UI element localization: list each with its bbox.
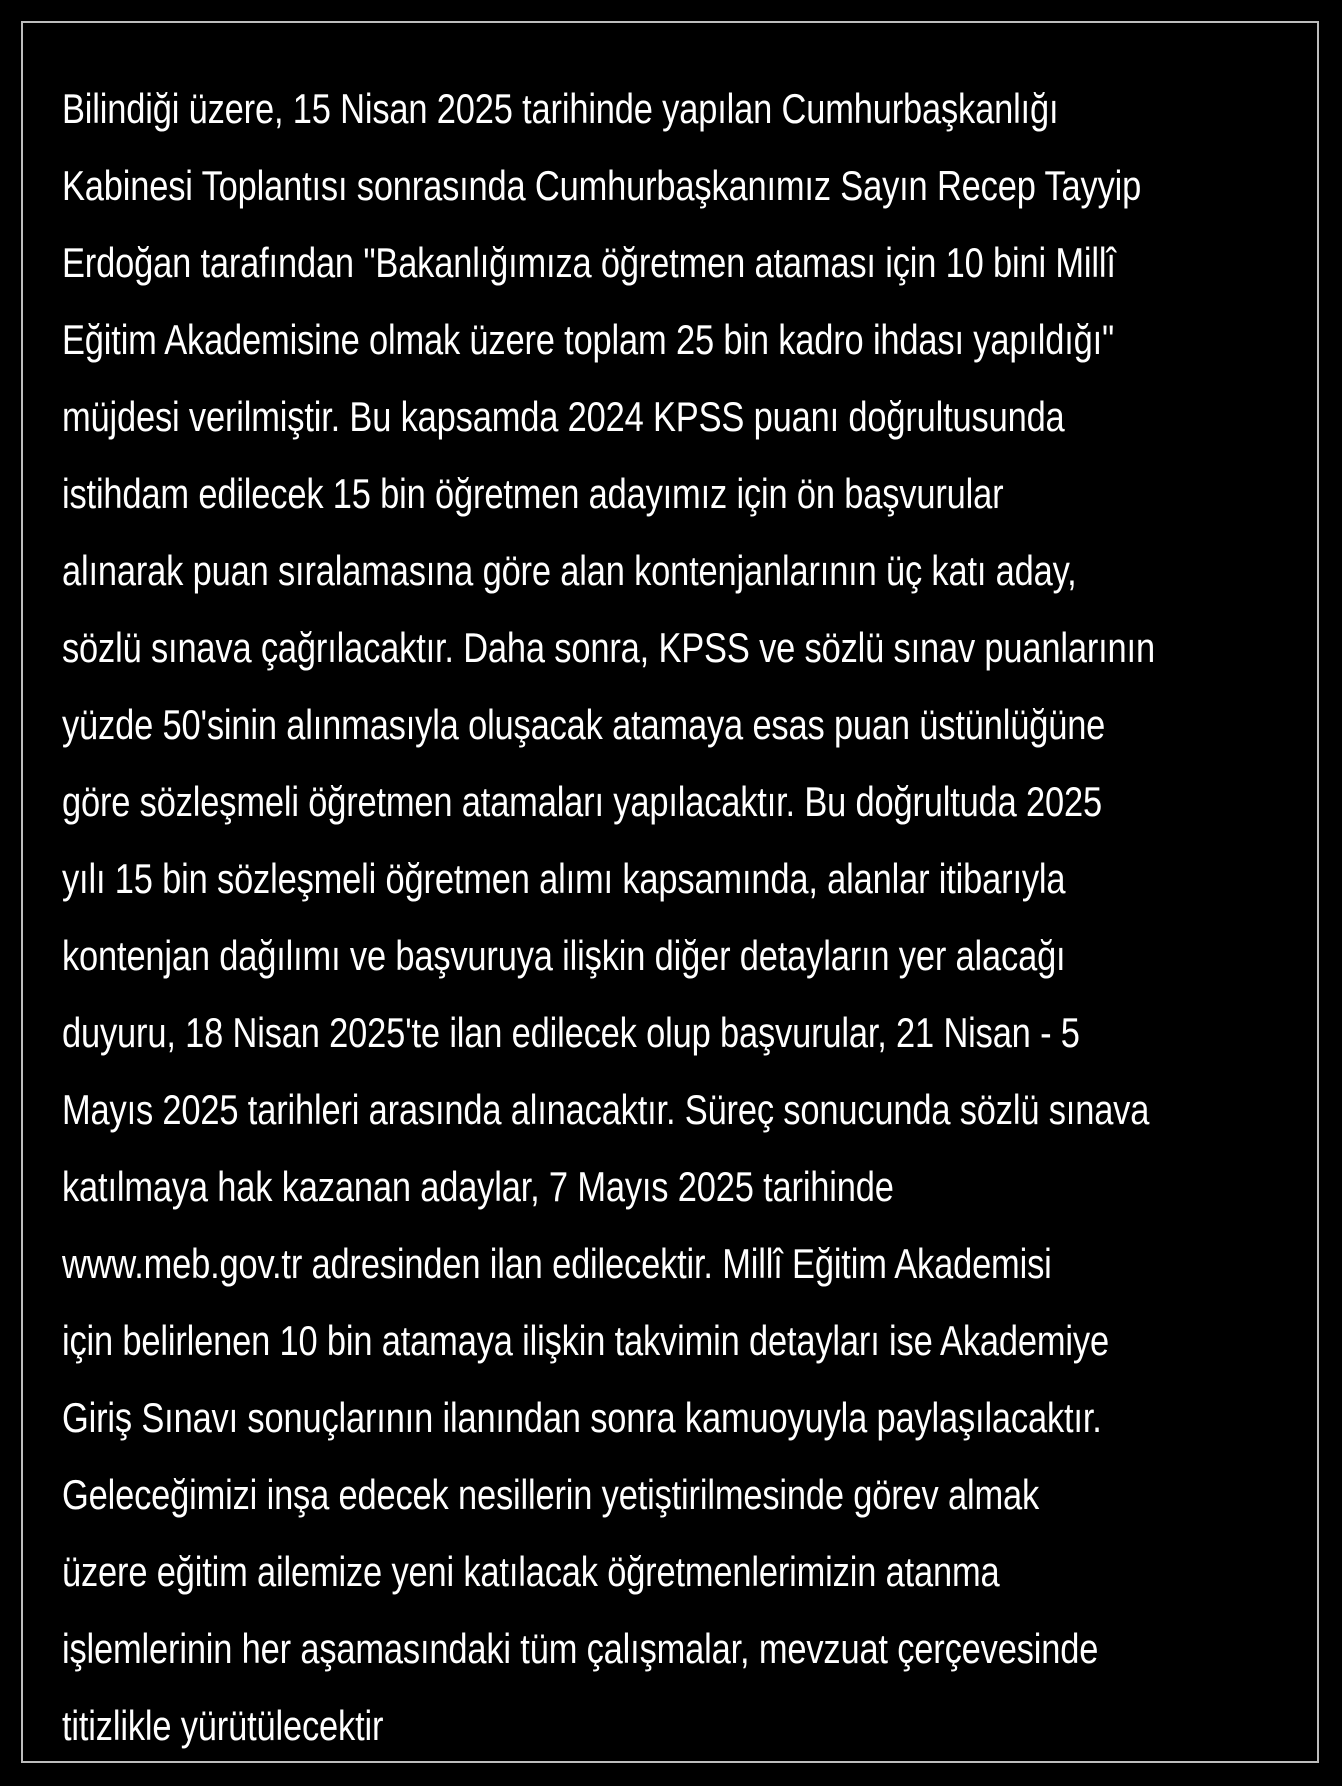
text-line: için belirlenen 10 bin atamaya ilişkin takvimin detayları ise Akademiye <box>62 1317 1109 1364</box>
text-line: Mayıs 2025 tarihleri arasında alınacaktır. Süreç sonucunda sözlü sınava <box>62 1086 1150 1133</box>
text-line: göre sözleşmeli öğretmen atamaları yapılacaktır. Bu doğrultuda 2025 <box>62 778 1103 825</box>
text-line: üzere eğitim ailemize yeni katılacak öğretmenlerimizin atanma <box>62 1548 1000 1595</box>
text-line: yılı 15 bin sözleşmeli öğretmen alımı kapsamında, alanlar itibarıyla <box>62 855 1066 902</box>
text-line: Eğitim Akademisine olmak üzere toplam 25 bin kadro ihdası yapıldığı" <box>62 316 1115 363</box>
text-line: Bilindiği üzere, 15 Nisan 2025 tarihinde yapılan Cumhurbaşkanlığı <box>62 85 1059 132</box>
text-line: Erdoğan tarafından "Bakanlığımıza öğretmen ataması için 10 bini Millî <box>62 239 1116 286</box>
announcement-text <box>62 70 1302 1764</box>
text-line: katılmaya hak kazanan adaylar, 7 Mayıs 2025 tarihinde <box>62 1163 894 1210</box>
text-line: alınarak puan sıralamasına göre alan kontenjanlarının üç katı aday, <box>62 547 1077 594</box>
text-line: www.meb.gov.tr adresinden ilan edilecektir. Millî Eğitim Akademisi <box>62 1240 1052 1287</box>
text-line: sözlü sınava çağrılacaktır. Daha sonra, KPSS ve sözlü sınav puanlarının <box>62 624 1155 671</box>
text-line: Giriş Sınavı sonuçlarının ilanından sonra kamuoyuyla paylaşılacaktır. <box>62 1394 1102 1441</box>
text-line: Kabinesi Toplantısı sonrasında Cumhurbaşkanımız Sayın Recep Tayyip <box>62 162 1142 209</box>
text-line: istihdam edilecek 15 bin öğretmen adayımız için ön başvurular <box>62 470 1004 517</box>
text-line: müjdesi verilmiştir. Bu kapsamda 2024 KPSS puanı doğrultusunda <box>62 393 1065 440</box>
text-line: Geleceğimizi inşa edecek nesillerin yetiştirilmesinde görev almak <box>62 1471 1040 1518</box>
text-line: işlemlerinin her aşamasındaki tüm çalışmalar, mevzuat çerçevesinde <box>62 1625 1099 1672</box>
text-line: yüzde 50'sinin alınmasıyla oluşacak atamaya esas puan üstünlüğüne <box>62 701 1106 748</box>
text-line: kontenjan dağılımı ve başvuruya ilişkin diğer detayların yer alacağı <box>62 932 1066 979</box>
text-line: titizlikle yürütülecektir <box>62 1702 384 1749</box>
text-line: duyuru, 18 Nisan 2025'te ilan edilecek olup başvurular, 21 Nisan - 5 <box>62 1009 1080 1056</box>
